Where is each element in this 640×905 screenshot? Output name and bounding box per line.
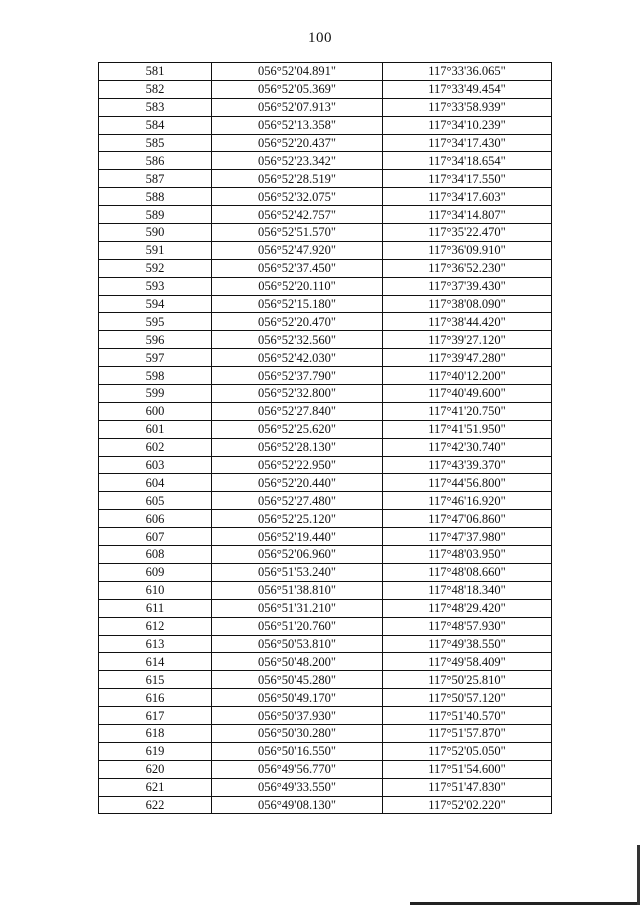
table-row [99, 313, 552, 331]
latitude-cell: 056°52'28.519" [212, 170, 383, 188]
longitude-cell: 117°34'10.239" [383, 116, 552, 134]
longitude-cell: 117°36'52.230" [383, 259, 552, 277]
point-number-cell: 605 [99, 492, 212, 510]
latitude-cell: 056°50'16.550" [212, 742, 383, 760]
point-number-cell: 609 [99, 563, 212, 581]
latitude-cell: 056°52'25.620" [212, 420, 383, 438]
table-row [99, 546, 552, 564]
table-row [99, 134, 552, 152]
table-row [99, 778, 552, 796]
point-number-cell: 602 [99, 438, 212, 456]
coordinates-table [98, 62, 552, 814]
latitude-cell: 056°52'19.440" [212, 528, 383, 546]
table-row [99, 689, 552, 707]
latitude-cell: 056°52'15.180" [212, 295, 383, 313]
latitude-cell: 056°52'25.120" [212, 510, 383, 528]
longitude-cell: 117°35'22.470" [383, 224, 552, 242]
table-row [99, 563, 552, 581]
table-row [99, 653, 552, 671]
latitude-cell: 056°52'27.840" [212, 402, 383, 420]
latitude-cell: 056°50'30.280" [212, 724, 383, 742]
longitude-cell: 117°41'51.950" [383, 420, 552, 438]
longitude-cell: 117°33'36.065" [383, 63, 552, 81]
longitude-cell: 117°33'49.454" [383, 80, 552, 98]
longitude-cell: 117°34'18.654" [383, 152, 552, 170]
table-row [99, 671, 552, 689]
table-row [99, 259, 552, 277]
point-number-cell: 607 [99, 528, 212, 546]
table-row [99, 116, 552, 134]
latitude-cell: 056°52'32.560" [212, 331, 383, 349]
longitude-cell: 117°39'47.280" [383, 349, 552, 367]
longitude-cell: 117°43'39.370" [383, 456, 552, 474]
longitude-cell: 117°34'17.430" [383, 134, 552, 152]
table-row [99, 295, 552, 313]
longitude-cell: 117°48'57.930" [383, 617, 552, 635]
latitude-cell: 056°52'06.960" [212, 546, 383, 564]
latitude-cell: 056°50'53.810" [212, 635, 383, 653]
longitude-cell: 117°51'57.870" [383, 724, 552, 742]
longitude-cell: 117°41'20.750" [383, 402, 552, 420]
table-row [99, 492, 552, 510]
longitude-cell: 117°38'08.090" [383, 295, 552, 313]
point-number-cell: 618 [99, 724, 212, 742]
longitude-cell: 117°37'39.430" [383, 277, 552, 295]
longitude-cell: 117°50'57.120" [383, 689, 552, 707]
longitude-cell: 117°51'54.600" [383, 760, 552, 778]
point-number-cell: 586 [99, 152, 212, 170]
point-number-cell: 604 [99, 474, 212, 492]
longitude-cell: 117°51'40.570" [383, 707, 552, 725]
table-row [99, 438, 552, 456]
longitude-cell: 117°49'58.409" [383, 653, 552, 671]
table-row [99, 707, 552, 725]
longitude-cell: 117°46'16.920" [383, 492, 552, 510]
latitude-cell: 056°52'23.342" [212, 152, 383, 170]
longitude-cell: 117°38'44.420" [383, 313, 552, 331]
longitude-cell: 117°34'17.550" [383, 170, 552, 188]
longitude-cell: 117°34'14.807" [383, 206, 552, 224]
longitude-cell: 117°42'30.740" [383, 438, 552, 456]
latitude-cell: 056°52'22.950" [212, 456, 383, 474]
point-number-cell: 617 [99, 707, 212, 725]
table-row [99, 742, 552, 760]
table-row [99, 724, 552, 742]
longitude-cell: 117°33'58.939" [383, 98, 552, 116]
table-row [99, 796, 552, 814]
table-row [99, 188, 552, 206]
table-row [99, 760, 552, 778]
longitude-cell: 117°48'18.340" [383, 581, 552, 599]
table-row [99, 385, 552, 403]
point-number-cell: 581 [99, 63, 212, 81]
table-row [99, 224, 552, 242]
longitude-cell: 117°48'03.950" [383, 546, 552, 564]
table-row [99, 152, 552, 170]
point-number-cell: 590 [99, 224, 212, 242]
point-number-cell: 608 [99, 546, 212, 564]
longitude-cell: 117°44'56.800" [383, 474, 552, 492]
table-row [99, 206, 552, 224]
point-number-cell: 616 [99, 689, 212, 707]
point-number-cell: 598 [99, 367, 212, 385]
table-row [99, 170, 552, 188]
latitude-cell: 056°52'20.440" [212, 474, 383, 492]
longitude-cell: 117°51'47.830" [383, 778, 552, 796]
latitude-cell: 056°52'28.130" [212, 438, 383, 456]
point-number-cell: 596 [99, 331, 212, 349]
point-number-cell: 583 [99, 98, 212, 116]
coordinates-table-body [99, 63, 552, 814]
latitude-cell: 056°50'45.280" [212, 671, 383, 689]
point-number-cell: 597 [99, 349, 212, 367]
longitude-cell: 117°36'09.910" [383, 241, 552, 259]
latitude-cell: 056°52'20.110" [212, 277, 383, 295]
point-number-cell: 614 [99, 653, 212, 671]
point-number-cell: 606 [99, 510, 212, 528]
point-number-cell: 619 [99, 742, 212, 760]
latitude-cell: 056°52'37.790" [212, 367, 383, 385]
table-row [99, 510, 552, 528]
point-number-cell: 620 [99, 760, 212, 778]
latitude-cell: 056°52'05.369" [212, 80, 383, 98]
longitude-cell: 117°34'17.603" [383, 188, 552, 206]
point-number-cell: 591 [99, 241, 212, 259]
point-number-cell: 589 [99, 206, 212, 224]
table-row [99, 277, 552, 295]
longitude-cell: 117°47'06.860" [383, 510, 552, 528]
latitude-cell: 056°51'31.210" [212, 599, 383, 617]
longitude-cell: 117°52'02.220" [383, 796, 552, 814]
latitude-cell: 056°49'33.550" [212, 778, 383, 796]
table-row [99, 402, 552, 420]
point-number-cell: 610 [99, 581, 212, 599]
point-number-cell: 621 [99, 778, 212, 796]
point-number-cell: 592 [99, 259, 212, 277]
table-row [99, 80, 552, 98]
point-number-cell: 611 [99, 599, 212, 617]
longitude-cell: 117°40'49.600" [383, 385, 552, 403]
point-number-cell: 594 [99, 295, 212, 313]
table-row [99, 474, 552, 492]
table-row [99, 331, 552, 349]
longitude-cell: 117°39'27.120" [383, 331, 552, 349]
latitude-cell: 056°51'38.810" [212, 581, 383, 599]
latitude-cell: 056°52'13.358" [212, 116, 383, 134]
longitude-cell: 117°48'29.420" [383, 599, 552, 617]
latitude-cell: 056°52'04.891" [212, 63, 383, 81]
latitude-cell: 056°52'20.437" [212, 134, 383, 152]
latitude-cell: 056°49'08.130" [212, 796, 383, 814]
table-row [99, 98, 552, 116]
longitude-cell: 117°47'37.980" [383, 528, 552, 546]
point-number-cell: 595 [99, 313, 212, 331]
point-number-cell: 593 [99, 277, 212, 295]
table-row [99, 528, 552, 546]
latitude-cell: 056°52'42.757" [212, 206, 383, 224]
table-row [99, 420, 552, 438]
point-number-cell: 584 [99, 116, 212, 134]
latitude-cell: 056°52'07.913" [212, 98, 383, 116]
latitude-cell: 056°52'27.480" [212, 492, 383, 510]
point-number-cell: 615 [99, 671, 212, 689]
latitude-cell: 056°52'42.030" [212, 349, 383, 367]
longitude-cell: 117°52'05.050" [383, 742, 552, 760]
table-row [99, 581, 552, 599]
table-row [99, 456, 552, 474]
longitude-cell: 117°48'08.660" [383, 563, 552, 581]
table-row [99, 349, 552, 367]
latitude-cell: 056°50'49.170" [212, 689, 383, 707]
point-number-cell: 585 [99, 134, 212, 152]
point-number-cell: 603 [99, 456, 212, 474]
latitude-cell: 056°52'51.570" [212, 224, 383, 242]
table-row [99, 63, 552, 81]
latitude-cell: 056°52'20.470" [212, 313, 383, 331]
longitude-cell: 117°40'12.200" [383, 367, 552, 385]
latitude-cell: 056°49'56.770" [212, 760, 383, 778]
point-number-cell: 601 [99, 420, 212, 438]
latitude-cell: 056°50'37.930" [212, 707, 383, 725]
latitude-cell: 056°51'20.760" [212, 617, 383, 635]
latitude-cell: 056°52'37.450" [212, 259, 383, 277]
point-number-cell: 582 [99, 80, 212, 98]
point-number-cell: 600 [99, 402, 212, 420]
table-row [99, 617, 552, 635]
latitude-cell: 056°50'48.200" [212, 653, 383, 671]
point-number-cell: 587 [99, 170, 212, 188]
longitude-cell: 117°50'25.810" [383, 671, 552, 689]
point-number-cell: 588 [99, 188, 212, 206]
latitude-cell: 056°52'32.075" [212, 188, 383, 206]
table-row [99, 599, 552, 617]
latitude-cell: 056°52'47.920" [212, 241, 383, 259]
point-number-cell: 612 [99, 617, 212, 635]
latitude-cell: 056°51'53.240" [212, 563, 383, 581]
point-number-cell: 599 [99, 385, 212, 403]
latitude-cell: 056°52'32.800" [212, 385, 383, 403]
longitude-cell: 117°49'38.550" [383, 635, 552, 653]
table-row [99, 635, 552, 653]
point-number-cell: 613 [99, 635, 212, 653]
table-row [99, 367, 552, 385]
table-row [99, 241, 552, 259]
page-number: 100 [308, 30, 332, 46]
point-number-cell: 622 [99, 796, 212, 814]
